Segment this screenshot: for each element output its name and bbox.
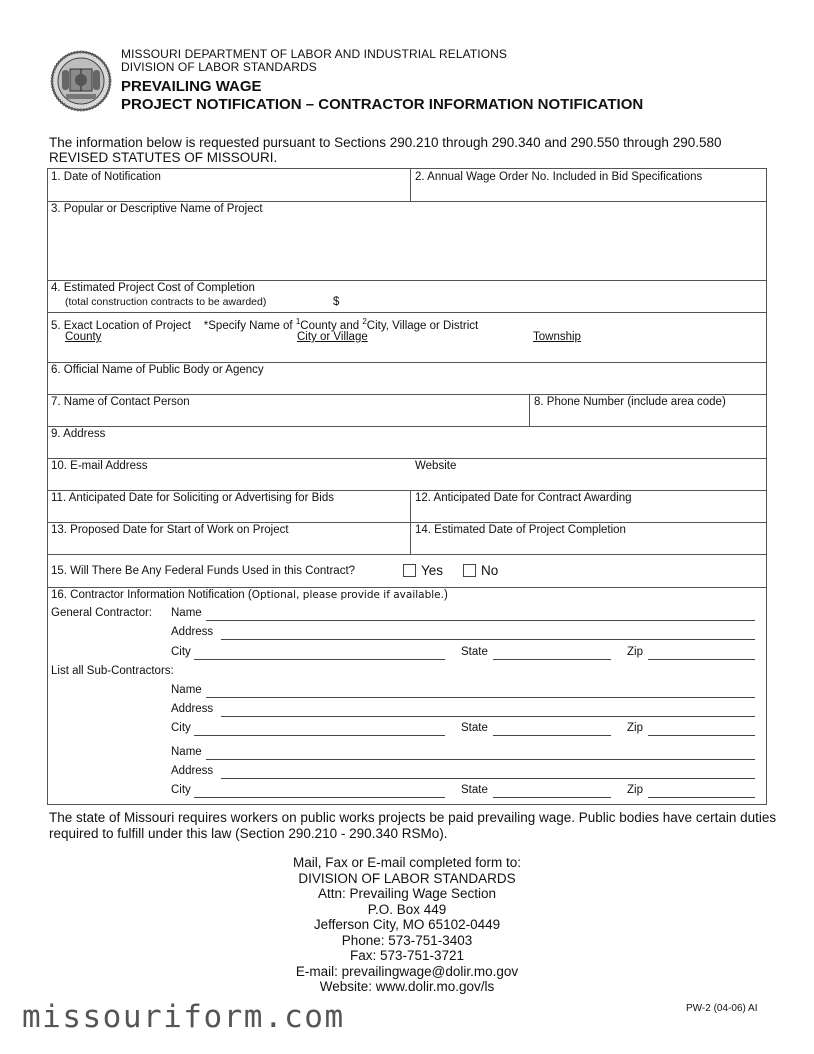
form-title: PREVAILING WAGE: [121, 78, 262, 95]
gc-city-input[interactable]: [194, 659, 445, 660]
form-number: PW-2 (04-06) AI: [686, 1003, 758, 1014]
sub2-state-input[interactable]: [493, 797, 611, 798]
field-project-name[interactable]: 3. Popular or Descriptive Name of Project: [51, 203, 263, 215]
location-city-village[interactable]: City or Village: [297, 331, 368, 343]
sub2-city-label: City: [171, 784, 191, 796]
dollar-sign: $: [333, 296, 340, 308]
gc-zip-label: Zip: [627, 646, 643, 658]
notification-form: [47, 168, 767, 805]
site-watermark: missouriform.com: [22, 999, 345, 1035]
field-bid-solicit-date[interactable]: 11. Anticipated Date for Soliciting or Advertising for Bids: [51, 492, 334, 504]
sub2-state-label: State: [461, 784, 488, 796]
sub1-city-label: City: [171, 722, 191, 734]
gc-name-label: Name: [171, 607, 202, 619]
field-completion-date[interactable]: 14. Estimated Date of Project Completion: [415, 524, 626, 536]
sub2-zip-label: Zip: [627, 784, 643, 796]
federal-funds-no-checkbox[interactable]: [463, 564, 476, 577]
gc-address-label: Address: [171, 626, 214, 638]
sub1-address-input[interactable]: [221, 716, 755, 717]
sub1-city-input[interactable]: [194, 735, 445, 736]
field-address[interactable]: 9. Address: [51, 428, 106, 440]
gc-zip-input[interactable]: [648, 659, 755, 660]
mailing-instructions: Mail, Fax or E-mail completed form to: DIVISION OF LABOR STANDARDS Attn: Prevailing Wage Section P.O. Box 449 Jefferson City, MO 65102-0449 Phone: 573-751-3403 Fax: 573-751-3721 E-mail: prevailingwage@dolir.mo.gov Website: www.dolir.mo.gov/ls: [0, 855, 814, 995]
sub2-city-input[interactable]: [194, 797, 445, 798]
division-name: DIVISION OF LABOR STANDARDS: [121, 60, 317, 74]
sub1-state-input[interactable]: [493, 735, 611, 736]
gc-name-input[interactable]: [206, 620, 755, 621]
field-website[interactable]: Website: [415, 460, 457, 472]
missouri-state-seal: [50, 50, 112, 112]
contractor-info-heading: 16. Contractor Information Notification (Optional, please provide if available.): [51, 589, 448, 601]
field-date-of-notification[interactable]: 1. Date of Notification: [51, 171, 161, 183]
department-name: MISSOURI DEPARTMENT OF LABOR AND INDUSTRIAL RELATIONS: [121, 47, 508, 61]
sub2-name-input[interactable]: [206, 759, 755, 760]
field-estimated-cost-note: (total construction contracts to be awarded): [65, 296, 267, 308]
location-county[interactable]: County: [65, 331, 102, 343]
field-estimated-cost[interactable]: 4. Estimated Project Cost of Completion: [51, 282, 255, 294]
field-annual-wage-order[interactable]: 2. Annual Wage Order No. Included in Bid Specifications: [415, 171, 703, 183]
field-public-body[interactable]: 6. Official Name of Public Body or Agency: [51, 364, 264, 376]
sub1-name-label: Name: [171, 684, 202, 696]
sub2-address-input[interactable]: [221, 778, 755, 779]
gc-city-label: City: [171, 646, 191, 658]
federal-funds-yes-checkbox[interactable]: [403, 564, 416, 577]
gc-state-input[interactable]: [493, 659, 611, 660]
sub2-address-label: Address: [171, 765, 214, 777]
gc-address-input[interactable]: [221, 639, 755, 640]
contact-website: Website: www.dolir.mo.gov/ls: [319, 979, 495, 994]
field-start-date[interactable]: 13. Proposed Date for Start of Work on Project: [51, 524, 289, 536]
sub2-name-label: Name: [171, 746, 202, 758]
field-contact-person[interactable]: 7. Name of Contact Person: [51, 396, 190, 408]
contact-email: E-mail: prevailingwage@dolir.mo.gov: [295, 963, 519, 979]
sub1-zip-label: Zip: [627, 722, 643, 734]
field-federal-funds: 15. Will There Be Any Federal Funds Used in this Contract?: [51, 565, 356, 577]
field-phone-number[interactable]: 8. Phone Number (include area code): [534, 396, 726, 408]
location-township[interactable]: Township: [533, 331, 581, 343]
yes-label: Yes: [421, 563, 444, 578]
sub1-state-label: State: [461, 722, 488, 734]
sub2-zip-input[interactable]: [648, 797, 755, 798]
field-contract-award-date[interactable]: 12. Anticipated Date for Contract Awarding: [415, 492, 632, 504]
prevailing-wage-notice: The state of Missouri requires workers on public works projects be paid prevailing wage. Public bodies have certain duties required to fulfill under this law (Section 290.210 - 290.340 RSMo).: [49, 810, 777, 841]
no-label: No: [481, 563, 499, 578]
field-email[interactable]: 10. E-mail Address: [51, 460, 148, 472]
field-project-location[interactable]: 5. Exact Location of Project *Specify Name of $^1$County and $^2$City, Village or District: [51, 317, 479, 332]
sub1-name-input[interactable]: [206, 697, 755, 698]
general-contractor-label: General Contractor:: [51, 607, 152, 619]
sub1-zip-input[interactable]: [648, 735, 755, 736]
sub1-address-label: Address: [171, 703, 214, 715]
gc-state-label: State: [461, 646, 488, 658]
form-subtitle: PROJECT NOTIFICATION – CONTRACTOR INFORMATION NOTIFICATION: [121, 96, 644, 113]
intro-text: The information below is requested pursuant to Sections 290.210 through 290.340 and 290.550 through 290.580 REVISED STATUTES OF MISSOURI.: [49, 135, 722, 165]
sub-contractors-label: List all Sub-Contractors:: [51, 665, 174, 677]
